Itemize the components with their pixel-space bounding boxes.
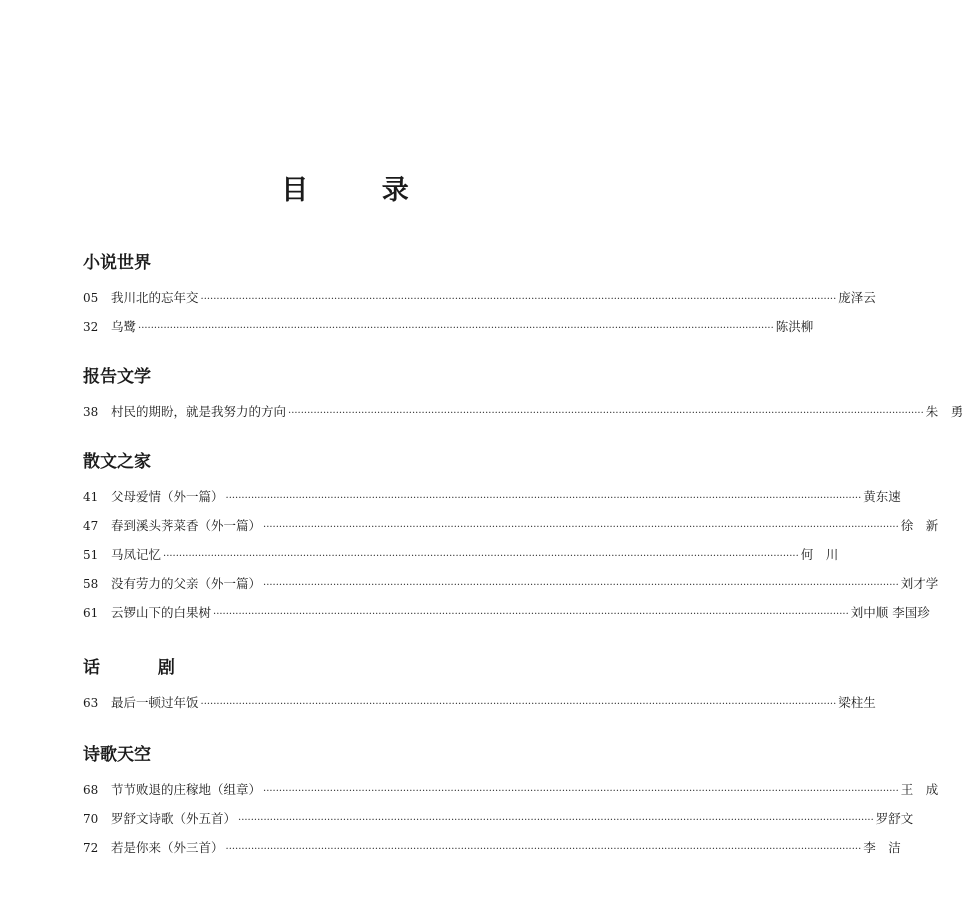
toc-entry[interactable] [83,833,901,862]
entry-author: 朱 勇 [925,404,963,419]
toc-section [83,450,939,627]
entry-page-number: 05 [83,291,99,305]
entry-author: 徐 新 [900,518,939,533]
entry-author: 罗舒文 [875,811,914,826]
entry-author: 王 成 [900,782,939,797]
page-title: 目 录 [281,175,441,206]
leader-dots: ········································································································································································································ [225,844,862,855]
entry-author: 庞泽云 [838,290,876,305]
toc-entry[interactable] [83,312,814,341]
section-heading: 报告文学 [83,367,151,387]
entry-title: 马凤记忆 [111,547,162,562]
entry-author: 陈洪柳 [775,319,814,334]
entry-author: 刘中顺 李国珍 [850,605,930,620]
entry-author: 刘才学 [900,576,939,591]
entry-page-number: 72 [83,841,99,855]
entry-title: 父母爱情（外一篇） [111,489,224,504]
entry-page-number: 70 [83,812,99,826]
toc-entry[interactable] [83,283,876,312]
entry-title: 春到溪头荠菜香（外一篇） [111,518,262,533]
leader-dots: ········································································································································································································ [225,493,862,504]
entry-title: 云锣山下的白果树 [111,605,212,620]
toc-entry[interactable] [83,775,939,804]
toc-entry[interactable] [83,540,839,569]
entry-page-number: 32 [83,320,99,334]
leader-dots: ········································································································································································································ [288,408,924,419]
section-heading: 散文之家 [83,452,151,472]
entry-page-number: 51 [83,548,99,562]
entry-author: 黄东速 [863,489,901,504]
entry-title: 罗舒文诗歌（外五首） [111,811,237,826]
leader-dots: ········································································································································································································ [238,815,874,826]
leader-dots: ········································································································································································································ [200,699,837,710]
toc-section [83,656,876,717]
entry-title: 我川北的忘年交 [111,290,199,305]
entry-page-number: 47 [83,519,99,533]
leader-dots: ········································································································································································································ [263,522,899,533]
toc-entry[interactable] [83,482,901,511]
entry-page-number: 41 [83,490,99,504]
toc-entry[interactable] [83,804,914,833]
toc-entry[interactable] [83,569,939,598]
section-heading: 诗歌天空 [83,745,151,765]
toc-entry[interactable] [83,598,930,627]
entry-page-number: 63 [83,696,99,710]
entry-title: 乌鹭 [111,319,137,334]
leader-dots: ········································································································································································································ [163,551,799,562]
section-heading: 话 剧 [83,658,201,678]
entry-title: 若是你来（外三首） [111,840,224,855]
entry-page-number: 38 [83,405,99,419]
entry-author: 李 洁 [863,840,901,855]
entry-page-number: 58 [83,577,99,591]
leader-dots: ········································································································································································································ [263,786,899,797]
entry-page-number: 68 [83,783,99,797]
toc-entry[interactable] [83,397,963,426]
toc-section [83,365,963,426]
toc-entry[interactable] [83,688,876,717]
toc-section [83,743,939,862]
toc-section [83,251,876,341]
entry-author: 何 川 [800,547,839,562]
entry-title: 最后一顿过年饭 [111,695,199,710]
entry-title: 节节败退的庄稼地（组章） [111,782,262,797]
leader-dots: ········································································································································································································ [200,294,837,305]
leader-dots: ········································································································································································································ [263,580,899,591]
entry-title: 村民的期盼，就是我努力的方向 [111,404,287,419]
entry-author: 梁柱生 [838,695,876,710]
section-heading: 小说世界 [83,253,151,273]
entry-title: 没有劳力的父亲（外一篇） [111,576,262,591]
entry-page-number: 61 [83,606,99,620]
leader-dots: ········································································································································································································ [213,609,849,620]
toc-entry[interactable] [83,511,939,540]
leader-dots: ········································································································································································································ [138,323,774,334]
